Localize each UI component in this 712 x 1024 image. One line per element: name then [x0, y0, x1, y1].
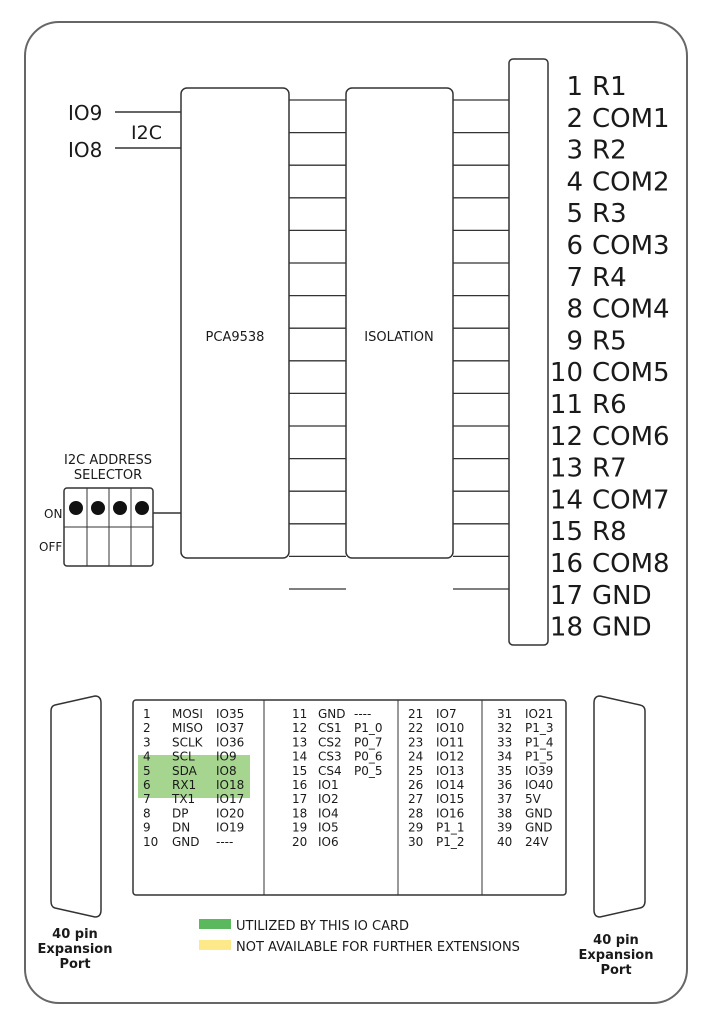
- pin-number: 5: [143, 763, 151, 778]
- pin-function: IO2: [318, 792, 339, 807]
- pin-number: 10: [143, 834, 159, 849]
- terminal-name: COM1: [592, 103, 670, 134]
- isolation-label: ISOLATION: [364, 330, 434, 345]
- pin-function: P1_4: [525, 735, 554, 750]
- pin-function: IO1: [318, 778, 339, 792]
- right-port-label-1: 40 pin: [593, 933, 639, 948]
- terminal-name: R1: [592, 72, 627, 102]
- pin-function: SCL: [172, 749, 195, 764]
- pin-number: 35: [497, 763, 513, 778]
- terminal-number: 3: [566, 135, 583, 166]
- pin-function: IO12: [436, 749, 465, 764]
- pin-io: P0_6: [354, 749, 383, 764]
- pca9538-label: PCA9538: [205, 330, 265, 345]
- terminal-number: 13: [549, 453, 583, 484]
- pin-number: 30: [408, 834, 424, 849]
- pin-function: 24V: [525, 834, 549, 849]
- address-selector-title-2: SELECTOR: [73, 468, 143, 483]
- terminal-number: 12: [549, 421, 583, 452]
- pin-function: IO7: [436, 707, 457, 721]
- pin-number: 11: [292, 707, 308, 721]
- terminal-name: R7: [592, 453, 627, 484]
- pin-number: 7: [143, 792, 151, 807]
- pin-function: IO13: [436, 763, 465, 778]
- i2c-bus-label: I2C: [131, 122, 162, 144]
- terminal-name: COM3: [592, 231, 670, 261]
- pin-io: IO18: [216, 778, 245, 792]
- pin-io: IO17: [216, 792, 245, 807]
- pin-function: IO15: [436, 792, 465, 807]
- pin-function: IO14: [436, 778, 465, 792]
- terminal-number: 7: [566, 262, 583, 293]
- pin-function: SDA: [172, 763, 197, 778]
- terminal-block: [509, 59, 548, 645]
- terminal-labels: [550, 72, 670, 643]
- pin-function: SCLK: [172, 735, 203, 750]
- pin-number: 17: [292, 792, 308, 807]
- pin-number: 14: [292, 749, 308, 764]
- terminal-name: COM4: [592, 294, 670, 325]
- terminal-number: 14: [549, 485, 583, 516]
- pin-number: 40: [497, 834, 513, 849]
- terminal-name: COM8: [592, 549, 670, 579]
- pin-function: IO11: [436, 735, 465, 750]
- isolation-block: [346, 88, 453, 558]
- address-selector-title-1: I2C ADDRESS: [64, 453, 152, 468]
- terminal-number: 4: [566, 167, 583, 198]
- terminal-number: 11: [549, 390, 583, 420]
- right-port-label-3: Port: [600, 963, 632, 978]
- terminal-number: 15: [549, 517, 583, 548]
- terminal-number: 17: [549, 580, 583, 611]
- io8-label: IO8: [68, 138, 103, 162]
- pin-number: 32: [497, 721, 513, 736]
- pin-number: 12: [292, 721, 308, 736]
- pin-number: 8: [143, 806, 151, 821]
- pin-function: IO21: [525, 707, 554, 721]
- pin-io: ----: [216, 834, 234, 849]
- legend-used-swatch: [199, 919, 231, 929]
- left-port-label-2: Expansion: [37, 942, 113, 957]
- pin-io: ----: [354, 707, 372, 721]
- pin-function: MOSI: [172, 707, 203, 721]
- left-expansion-port: [51, 696, 101, 917]
- right-expansion-port: [594, 696, 645, 917]
- terminal-name: COM6: [592, 421, 670, 452]
- pin-function: GND: [525, 820, 553, 835]
- pin-function: DN: [172, 820, 191, 835]
- terminal-number: 16: [549, 549, 583, 579]
- pin-number: 37: [497, 792, 513, 807]
- pin-function: CS2: [318, 735, 342, 750]
- terminal-name: R3: [592, 199, 627, 230]
- pin-number: 4: [143, 749, 151, 764]
- legend-unavailable-swatch: [199, 940, 231, 950]
- pin-number: 28: [408, 806, 424, 821]
- right-port-label-2: Expansion: [578, 948, 654, 963]
- pin-function: IO10: [436, 721, 465, 736]
- pin-number: 26: [408, 778, 424, 792]
- pin-number: 31: [497, 707, 513, 721]
- pin-io: IO37: [216, 721, 245, 736]
- pin-number: 38: [497, 806, 513, 821]
- pin-number: 23: [408, 735, 424, 750]
- pin-number: 29: [408, 820, 424, 835]
- terminal-name: R6: [592, 390, 627, 420]
- pin-number: 36: [497, 778, 513, 792]
- pin-io: IO19: [216, 820, 245, 835]
- pin-function: P1_1: [436, 820, 465, 835]
- pin-function: P1_2: [436, 834, 465, 849]
- pin-number: 33: [497, 735, 513, 750]
- pin-number: 22: [408, 721, 424, 736]
- pin-number: 13: [292, 735, 308, 750]
- pin-function: IO40: [525, 778, 554, 792]
- left-port-label-1: 40 pin: [52, 927, 98, 942]
- isolation-to-terminal-wires: [453, 100, 509, 589]
- terminal-name: R5: [592, 326, 627, 357]
- left-port-label-3: Port: [59, 957, 91, 972]
- pin-function: CS3: [318, 749, 342, 764]
- pin-number: 6: [143, 778, 151, 792]
- pin-number: 3: [143, 735, 151, 750]
- pin-io: P1_0: [354, 721, 383, 736]
- pin-number: 39: [497, 820, 513, 835]
- dip-switch-4[interactable]: [135, 501, 149, 515]
- terminal-name: COM5: [592, 358, 670, 389]
- pin-function: P1_5: [525, 749, 554, 764]
- pin-function: GND: [172, 834, 200, 849]
- pin-number: 24: [408, 749, 424, 764]
- pin-function: IO4: [318, 806, 339, 821]
- pin-function: CS1: [318, 721, 342, 736]
- pin-io: IO35: [216, 707, 245, 721]
- pin-number: 25: [408, 763, 424, 778]
- terminal-number: 9: [566, 326, 583, 357]
- pin-function: P1_3: [525, 721, 554, 736]
- terminal-name: GND: [592, 580, 652, 611]
- pin-number: 34: [497, 749, 513, 764]
- dip-off-label: OFF: [39, 540, 63, 554]
- legend-unavailable-label: NOT AVAILABLE FOR FURTHER EXTENSIONS: [236, 940, 520, 955]
- pin-io: IO9: [216, 749, 237, 764]
- terminal-name: R4: [592, 262, 627, 293]
- pin-number: 21: [408, 707, 424, 721]
- terminal-number: 5: [566, 199, 583, 230]
- pin-number: 1: [143, 707, 151, 721]
- dip-switch-1[interactable]: [69, 501, 83, 515]
- pin-number: 2: [143, 721, 151, 736]
- pin-function: IO5: [318, 820, 339, 835]
- pin-function: CS4: [318, 763, 342, 778]
- pin-number: 19: [292, 820, 308, 835]
- terminal-name: COM7: [592, 485, 670, 516]
- pin-io: IO8: [216, 763, 237, 778]
- legend-used-label: UTILIZED BY THIS IO CARD: [236, 919, 410, 934]
- pca9538-chip: [181, 88, 289, 558]
- terminal-number: 10: [549, 358, 583, 389]
- pin-number: 18: [292, 806, 308, 821]
- terminal-number: 2: [566, 103, 583, 134]
- pin-function: MISO: [172, 721, 203, 736]
- dip-switch-3[interactable]: [113, 501, 127, 515]
- terminal-name: R2: [592, 135, 627, 166]
- terminal-name: GND: [592, 612, 652, 643]
- pin-function: TX1: [172, 792, 196, 807]
- pin-function: IO16: [436, 806, 465, 821]
- terminal-number: 6: [566, 231, 583, 261]
- terminal-name: COM2: [592, 167, 670, 198]
- dip-switch-2[interactable]: [91, 501, 105, 515]
- expander-to-isolation-wires: [289, 100, 346, 589]
- pin-number: 20: [292, 834, 308, 849]
- pin-function: RX1: [172, 778, 197, 792]
- pin-function: GND: [318, 707, 346, 721]
- pin-number: 9: [143, 820, 151, 835]
- pin-io: P0_5: [354, 763, 383, 778]
- terminal-name: R8: [592, 517, 627, 548]
- pin-number: 15: [292, 763, 308, 778]
- pin-function: IO6: [318, 834, 339, 849]
- terminal-number: 8: [566, 294, 583, 325]
- terminal-number: 1: [566, 72, 583, 102]
- dip-on-label: ON: [44, 507, 63, 521]
- pin-number: 27: [408, 792, 424, 807]
- pin-function: IO39: [525, 763, 554, 778]
- pin-io: IO36: [216, 735, 245, 750]
- io9-label: IO9: [68, 101, 103, 125]
- terminal-number: 18: [549, 612, 583, 643]
- pin-function: GND: [525, 806, 553, 821]
- pin-io: IO20: [216, 806, 245, 821]
- pin-number: 16: [292, 778, 308, 792]
- pin-io: P0_7: [354, 735, 383, 750]
- pin-function: DP: [172, 806, 189, 821]
- pin-function: 5V: [525, 792, 541, 807]
